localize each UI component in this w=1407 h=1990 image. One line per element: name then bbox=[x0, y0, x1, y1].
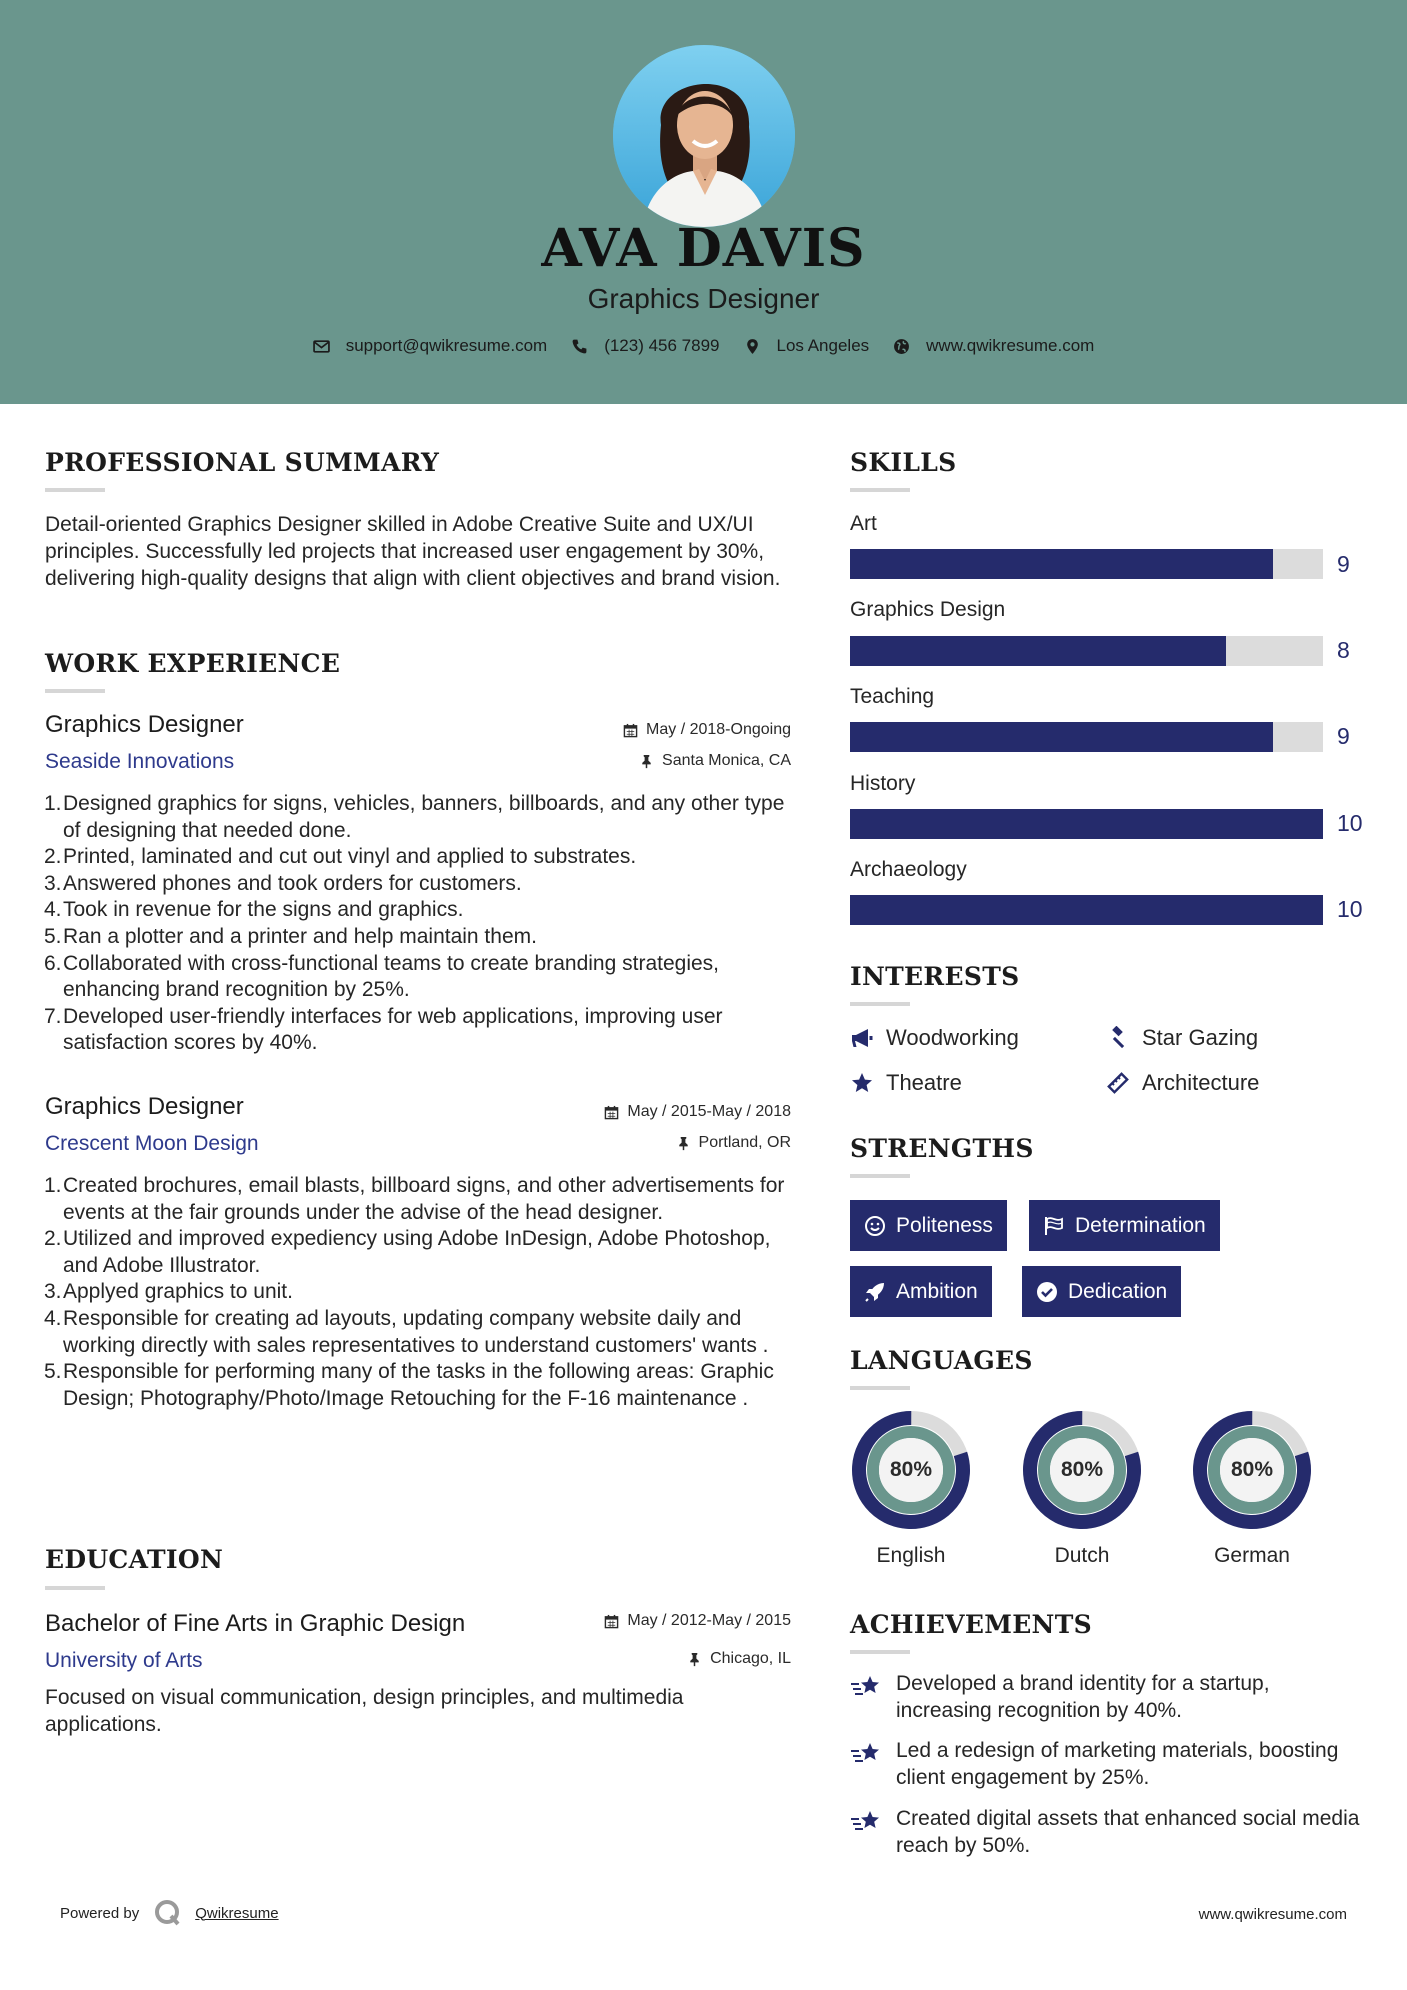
job-2-dates bbox=[604, 1103, 791, 1121]
shooting-star-icon bbox=[850, 1739, 884, 1769]
languages-divider bbox=[850, 1386, 910, 1390]
job-2-duty: 3. Applyed graphics to unit. bbox=[44, 1280, 293, 1304]
profile-photo-illustration bbox=[613, 45, 795, 227]
job-1-duty-text: Printed, laminated and cut out vinyl and applied to substrates. bbox=[63, 845, 637, 869]
achievements-heading: ACHIEVEMENTS bbox=[850, 1610, 1092, 1639]
shooting-star-icon bbox=[850, 1672, 884, 1702]
job-1-duty: 5. Ran a plotter and a printer and help maintain them. bbox=[44, 924, 537, 948]
job-1-duty: 3. Answered phones and took orders for customers. bbox=[44, 871, 522, 895]
contact-email-text: support@qwikresume.com bbox=[345, 336, 548, 355]
skill-bar-fill bbox=[850, 809, 1323, 839]
experience-heading: WORK EXPERIENCE bbox=[45, 649, 341, 678]
job-1-duty-text: Collaborated with cross-functional teams to create branding strategies, enhancing brand recognition by 25%. bbox=[63, 951, 720, 1002]
interest-label: Architecture bbox=[1142, 1070, 1260, 1095]
candidate-name: AVA DAVIS bbox=[541, 218, 866, 279]
job-1-company[interactable]: Seaside Innovations bbox=[45, 750, 235, 773]
skills-heading: SKILLS bbox=[850, 448, 957, 477]
pushpin-icon bbox=[687, 1652, 702, 1667]
language-gauge bbox=[1191, 1409, 1313, 1531]
job-2-duties bbox=[45, 1173, 790, 1412]
skill-level: 9 bbox=[1337, 551, 1350, 577]
gavel-icon bbox=[1106, 1026, 1130, 1050]
skill-bar bbox=[850, 549, 1323, 579]
interest-label: Woodworking bbox=[886, 1025, 1019, 1050]
contact-location bbox=[744, 336, 870, 356]
strength-badge bbox=[850, 1200, 1007, 1251]
job-1-duty: 6. Collaborated with cross-functional teams to create branding strategies, enhancing brand recognition by 25%. bbox=[44, 951, 720, 1002]
skill-level: 10 bbox=[1337, 896, 1363, 922]
achievement-text: Led a redesign of marketing materials, boosting client engagement by 25%. bbox=[896, 1739, 1339, 1789]
footer-website[interactable]: www.qwikresume.com bbox=[1198, 1906, 1347, 1923]
skill-label: Art bbox=[850, 512, 877, 535]
job-1-dates-text: May / 2018-Ongoing bbox=[646, 721, 791, 738]
interest-label: Theatre bbox=[886, 1070, 962, 1095]
education-dates bbox=[604, 1612, 791, 1630]
skill-level: 10 bbox=[1337, 810, 1363, 836]
skill-bar bbox=[850, 722, 1323, 752]
skill-bar-fill bbox=[850, 722, 1273, 752]
job-1-location-text: Santa Monica, CA bbox=[662, 752, 791, 769]
job-2-company[interactable]: Crescent Moon Design bbox=[45, 1132, 259, 1155]
education-location-text: Chicago, IL bbox=[710, 1650, 791, 1667]
profile-photo bbox=[613, 45, 795, 227]
language-percent: 80% bbox=[889, 1458, 933, 1481]
skill-level: 8 bbox=[1337, 637, 1350, 663]
strength-label: Ambition bbox=[896, 1279, 978, 1303]
strengths-divider bbox=[850, 1174, 910, 1178]
envelope-icon bbox=[313, 338, 330, 355]
job-1-duty-text: Took in revenue for the signs and graphics. bbox=[63, 898, 464, 922]
calendar-icon bbox=[604, 1105, 619, 1120]
interest-item bbox=[1106, 1025, 1258, 1051]
contact-bar bbox=[0, 336, 1407, 356]
footer-powered-label: Powered by bbox=[60, 1904, 140, 1922]
language-gauge bbox=[1021, 1409, 1143, 1531]
language-percent: 80% bbox=[1060, 1458, 1104, 1481]
map-marker-icon bbox=[744, 338, 761, 355]
shooting-star-icon bbox=[850, 1807, 884, 1837]
smile-icon bbox=[864, 1215, 886, 1237]
job-2-duty: 1. Created brochures, email blasts, billboard signs, and other advertisements for events at the fair grounds under the advise of the head designer. bbox=[44, 1174, 785, 1224]
skill-bar bbox=[850, 636, 1323, 666]
language-gauge bbox=[850, 1409, 972, 1531]
job-2-location-text: Portland, OR bbox=[698, 1134, 791, 1151]
education-location bbox=[687, 1650, 791, 1668]
strength-label: Dedication bbox=[1068, 1279, 1168, 1303]
job-1-duty: 4. Took in revenue for the signs and graphics. bbox=[44, 898, 464, 922]
job-2-duty-text: Applyed graphics to unit. bbox=[63, 1280, 293, 1304]
interest-label: Star Gazing bbox=[1142, 1025, 1259, 1050]
strength-badge bbox=[1022, 1266, 1181, 1317]
contact-website[interactable] bbox=[893, 336, 1094, 356]
education-description: Focused on visual communication, design principles, and multimedia applications. bbox=[45, 1686, 684, 1736]
job-2-duty-text: Created brochures, email blasts, billboard signs, and other advertisements for events at the fair grounds under the advise of the head designer. bbox=[63, 1174, 785, 1224]
job-2-duty-text: Responsible for creating ad layouts, updating company website daily and working directly with sales representatives to understand customers' wants . bbox=[63, 1306, 769, 1357]
rocket-icon bbox=[864, 1281, 886, 1303]
job-1-location bbox=[639, 752, 791, 770]
pushpin-icon bbox=[676, 1136, 691, 1151]
job-2-duty-text: Responsible for performing many of the tasks in the following areas: Graphic Design; Photography/Photo/Image Retouching for the F-16 maintenance . bbox=[63, 1360, 774, 1410]
skills-divider bbox=[850, 488, 910, 492]
education-degree: Bachelor of Fine Arts in Graphic Design bbox=[45, 1610, 466, 1637]
achievement-item bbox=[850, 1805, 1370, 1859]
interest-item bbox=[850, 1070, 962, 1096]
achievements-divider bbox=[850, 1650, 910, 1654]
interests-heading: INTERESTS bbox=[850, 962, 1020, 991]
candidate-title: Graphics Designer bbox=[587, 283, 820, 314]
interest-item bbox=[1106, 1070, 1259, 1096]
language-percent: 80% bbox=[1230, 1458, 1274, 1481]
job-1-duty-text: Ran a plotter and a printer and help maintain them. bbox=[63, 924, 537, 948]
calendar-icon bbox=[623, 723, 638, 738]
job-2-location bbox=[676, 1134, 791, 1152]
job-2-duty-text: Utilized and improved expediency using Adobe InDesign, Adobe Photoshop, and Adobe Illustrator. bbox=[63, 1227, 771, 1277]
job-2-duty: 2. Utilized and improved expediency using Adobe InDesign, Adobe Photoshop, and Adobe Illustrator. bbox=[44, 1227, 771, 1277]
skill-bar bbox=[850, 895, 1323, 925]
strength-badge bbox=[1029, 1200, 1220, 1251]
qwikresume-logo-icon bbox=[153, 1898, 183, 1928]
strength-badge bbox=[850, 1266, 992, 1317]
calendar-icon bbox=[604, 1614, 619, 1629]
star-icon bbox=[850, 1071, 874, 1095]
contact-phone[interactable] bbox=[571, 336, 719, 356]
job-1-duty-text: Designed graphics for signs, vehicles, banners, billboards, and any other type of designing that needed done. bbox=[63, 792, 785, 842]
education-heading: EDUCATION bbox=[45, 1545, 224, 1574]
language-name: German bbox=[1214, 1544, 1290, 1567]
footer-powered-by bbox=[60, 1898, 279, 1928]
job-1-duty: 2. Printed, laminated and cut out vinyl and applied to substrates. bbox=[44, 845, 637, 869]
check-circle-icon bbox=[1036, 1281, 1058, 1303]
education-school[interactable]: University of Arts bbox=[45, 1649, 203, 1672]
job-1-duty: 1. Designed graphics for signs, vehicles, banners, billboards, and any other type of designing that needed done. bbox=[44, 792, 785, 842]
skill-level: 9 bbox=[1337, 723, 1350, 749]
skill-bar-fill bbox=[850, 895, 1323, 925]
globe-icon bbox=[893, 338, 910, 355]
strength-label: Politeness bbox=[896, 1213, 993, 1237]
contact-email[interactable] bbox=[313, 336, 548, 356]
job-1-duty-text: Answered phones and took orders for customers. bbox=[63, 871, 522, 895]
summary-text: Detail-oriented Graphics Designer skilled in Adobe Creative Suite and UX/UI principles. Successfully led projects that increased user engagement by 30%, delivering high-quality designs that align with client objectives and brand vision. bbox=[45, 513, 781, 590]
skill-label: Graphics Design bbox=[850, 598, 1006, 621]
summary-heading: PROFESSIONAL SUMMARY bbox=[45, 448, 440, 477]
interests-divider bbox=[850, 1002, 910, 1006]
skill-label: Teaching bbox=[850, 685, 935, 708]
achievement-item bbox=[850, 1737, 1370, 1791]
strengths-heading: STRENGTHS bbox=[850, 1134, 1034, 1163]
footer-brand-link[interactable]: Qwikresume bbox=[195, 1904, 279, 1922]
job-1-title: Graphics Designer bbox=[45, 711, 244, 738]
skill-bar bbox=[850, 809, 1323, 839]
language-name: Dutch bbox=[1054, 1544, 1110, 1567]
job-1-duties bbox=[45, 791, 790, 1057]
education-divider bbox=[45, 1586, 105, 1590]
skill-bar-fill bbox=[850, 549, 1273, 579]
education-dates-text: May / 2012-May / 2015 bbox=[627, 1612, 791, 1629]
contact-phone-text: (123) 456 7899 bbox=[604, 336, 720, 355]
achievement-text: Developed a brand identity for a startup, increasing recognition by 40%. bbox=[896, 1672, 1270, 1722]
summary-divider bbox=[45, 488, 105, 492]
bullhorn-icon bbox=[850, 1026, 874, 1050]
phone-icon bbox=[571, 338, 588, 355]
contact-website-text: www.qwikresume.com bbox=[926, 336, 1095, 355]
job-1-dates bbox=[623, 721, 791, 739]
strength-label: Determination bbox=[1075, 1213, 1206, 1237]
job-2-duty: 4. Responsible for creating ad layouts, updating company website daily and working directly with sales representatives to understand customers' wants . bbox=[44, 1306, 769, 1357]
pushpin-icon bbox=[639, 754, 654, 769]
achievement-item bbox=[850, 1670, 1370, 1724]
language-name: English bbox=[876, 1544, 946, 1567]
languages-heading: LANGUAGES bbox=[850, 1346, 1033, 1375]
job-2-duty: 5. Responsible for performing many of the tasks in the following areas: Graphic Design; Photography/Photo/Image Retouching for the F-16 maintenance . bbox=[44, 1360, 774, 1410]
job-1-duty-text: Developed user-friendly interfaces for web applications, improving user satisfaction scores by 40%. bbox=[63, 1004, 723, 1055]
job-2-dates-text: May / 2015-May / 2018 bbox=[627, 1103, 791, 1120]
job-2-title: Graphics Designer bbox=[45, 1093, 244, 1120]
job-1-duty: 7. Developed user-friendly interfaces for web applications, improving user satisfaction scores by 40%. bbox=[44, 1004, 723, 1055]
interest-item bbox=[850, 1025, 1019, 1051]
achievement-text: Created digital assets that enhanced social media reach by 50%. bbox=[896, 1807, 1360, 1857]
skill-bar-fill bbox=[850, 636, 1226, 666]
skill-label: History bbox=[850, 772, 916, 795]
ruler-icon bbox=[1106, 1071, 1130, 1095]
experience-divider bbox=[45, 689, 105, 693]
resume-header bbox=[0, 0, 1407, 404]
skill-label: Archaeology bbox=[850, 858, 967, 881]
flag-icon bbox=[1043, 1215, 1065, 1237]
contact-location-text: Los Angeles bbox=[776, 336, 870, 355]
